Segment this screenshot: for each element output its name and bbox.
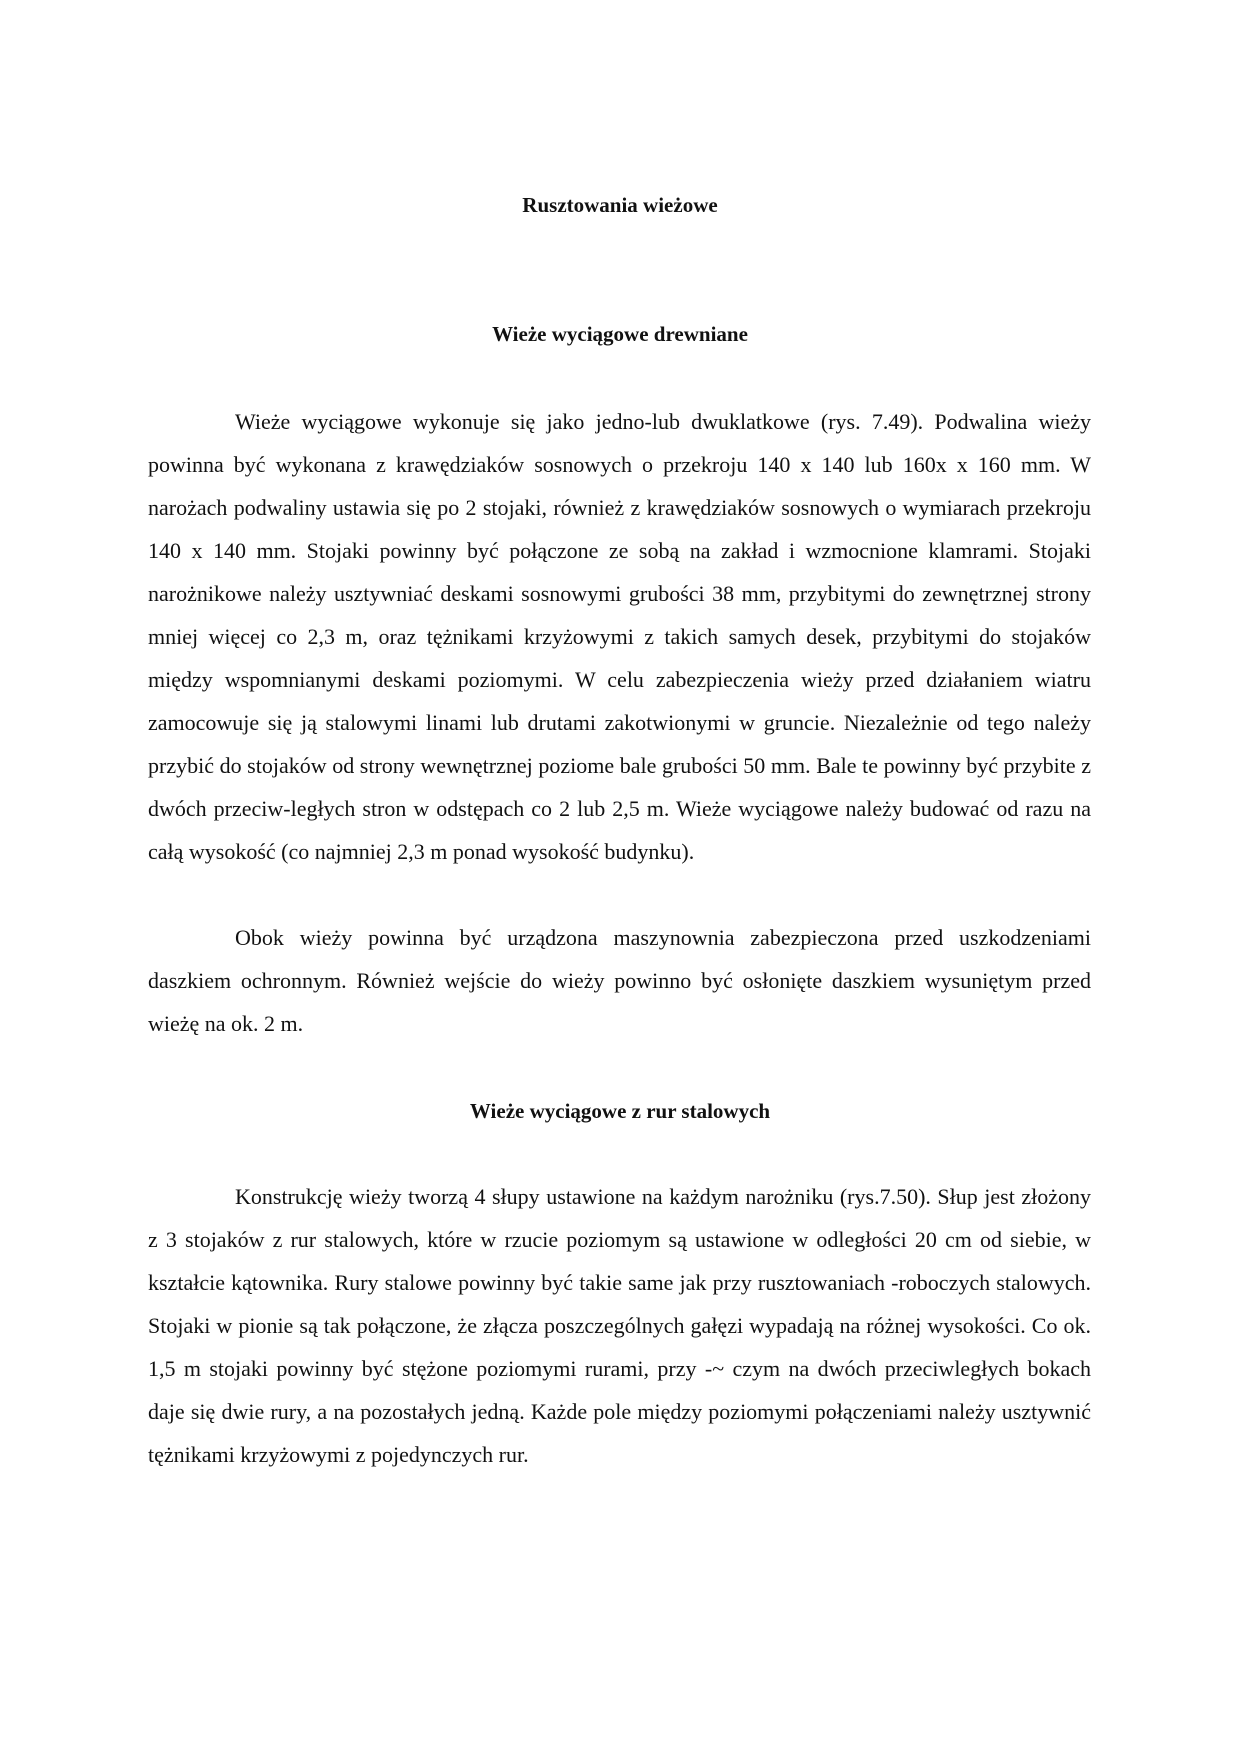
paragraph: Obok wieży powinna być urządzona maszynownia zabezpieczona przed uszkodzeniami daszkiem ochronnym. Również wejście do wieży powinno być osłonięte daszkiem wysuniętym przed wieżę na ok. 2 m. [148, 925, 1091, 1036]
paragraph: Konstrukcję wieży tworzą 4 słupy ustawione na każdym narożniku (rys.7.50). Słup jest złożony z 3 stojaków z rur stalowych, które w rzucie poziomym są ustawione w odległości 20 cm od siebie, w kształcie kątownika. Rury stalowe powinny być takie same jak przy rusztowaniach -roboczych stalowych. Stojaki w pionie są tak połączone, że złącza poszczególnych gałęzi wypadają na różnej wysokości. Co ok. 1,5 m stojaki powinny być stężone poziomymi rurami, przy -~ czym na dwóch przeciwległych bokach daje się dwie rury, a na pozostałych jedną. Każde pole między poziomymi połączeniami należy usztywnić tężnikami krzyżowymi z pojedynczych rur. [148, 1184, 1091, 1467]
document-title: Rusztowania wieżowe [522, 193, 718, 217]
section-heading: Wieże wyciągowe drewniane [492, 322, 748, 346]
paragraph: Wieże wyciągowe wykonuje się jako jedno-lub dwuklatkowe (rys. 7.49). Podwalina wieży powinna być wykonana z krawędziaków sosnowych o przekroju 140 x 140 lub 160x x 160 mm. W narożach podwaliny ustawia się po 2 stojaki, również z krawędziaków sosnowych o wymiarach przekroju 140 x 140 mm. Stojaki powinny być połączone ze sobą na zakład i wzmocnione klamrami. Stojaki narożnikowe należy usztywniać deskami sosnowymi grubości 38 mm, przybitymi do zewnętrznej strony mniej więcej co 2,3 m, oraz tężnikami krzyżowymi z takich samych desek, przybitymi do stojaków między wspomnianymi deskami poziomymi. W celu zabezpieczenia wieży przed działaniem wiatru zamocowuje się ją stalowymi linami lub drutami zakotwionymi w gruncie. Niezależnie od tego należy przybić do stojaków od strony wewnętrznej poziome bale grubości 50 mm. Bale te powinny być przybite z dwóch przeciw-ległych stron w odstępach co 2 lub 2,5 m. Wieże wyciągowe należy budować od razu na całą wysokość (co najmniej 2,3 m ponad wysokość budynku). [148, 409, 1091, 864]
section-heading: Wieże wyciągowe z rur stalowych [469, 1099, 771, 1123]
